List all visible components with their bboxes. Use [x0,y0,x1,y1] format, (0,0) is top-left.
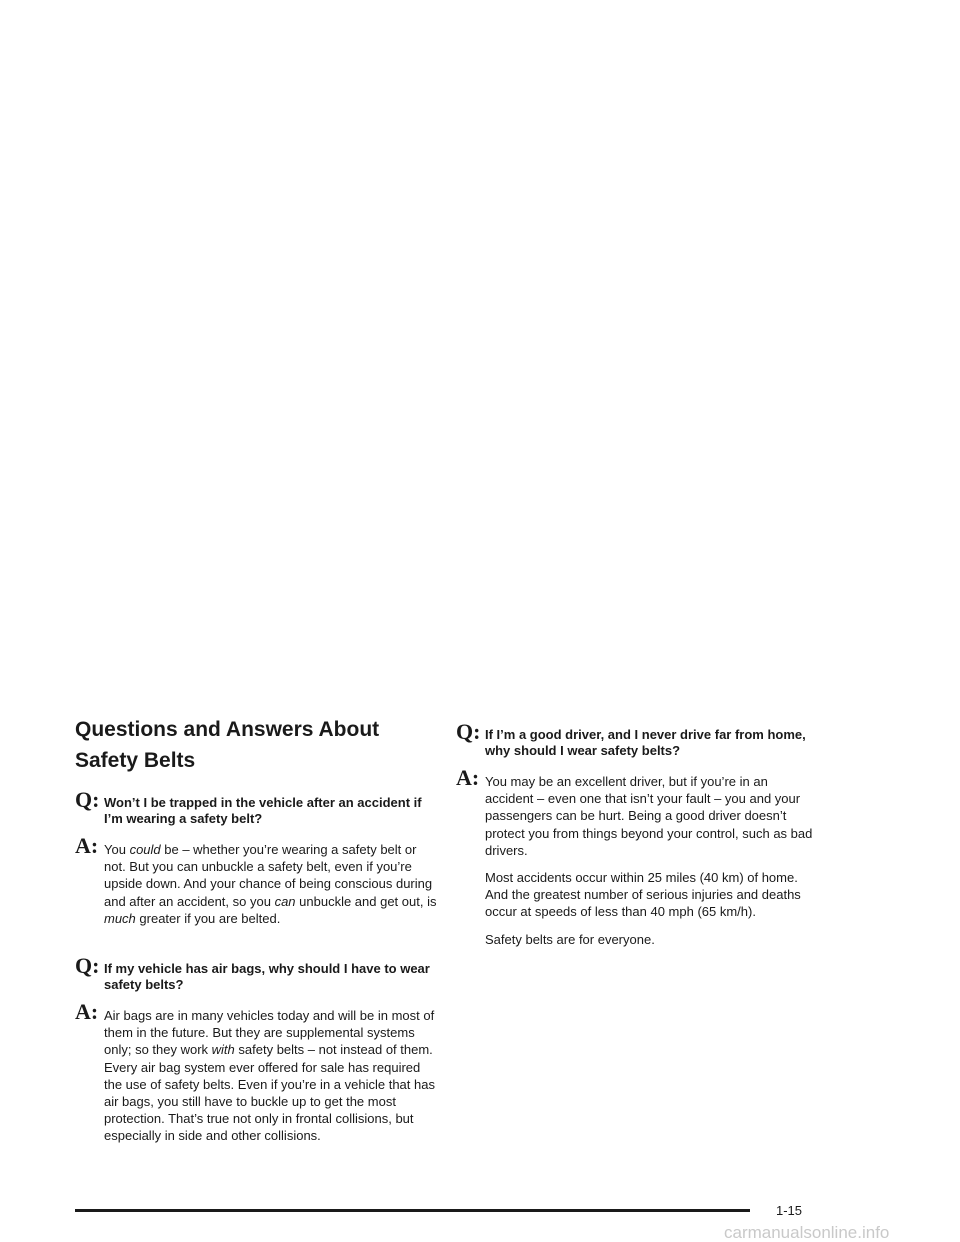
question-text: Won’t I be trapped in the vehicle after an accident if I’m wearing a safety belt? [104,795,422,826]
watermark: carmanualsonline.info [724,1223,890,1242]
page-number: 1-15 [776,1203,803,1218]
answer-good-driver [456,767,816,948]
question-text: If I’m a good driver, and I never drive far from home, why should I wear safety belts? [485,727,806,758]
footer-rule [75,1209,750,1212]
answer-marker: A: [75,833,99,858]
section-title: Questions and Answers About Safety Belts [75,718,380,772]
qa-air-bags [75,955,437,993]
answer-air-bags [75,1001,437,1145]
answer-trapped [75,835,437,927]
question-text: If my vehicle has air bags, why should I have to wear safety belts? [104,961,430,992]
paragraph-everyone: Safety belts are for everyone. [485,931,655,947]
answer-marker: A: [456,765,480,790]
answer-text: You may be an excellent driver, but if you’re in an accident – even one that isn’t your fault – you and your passengers can be hurt. Being a good driver doesn’t protect you from things beyond your control, such as bad drivers. [485,774,813,858]
qa-trapped [75,789,437,827]
answer-marker: A: [75,999,99,1024]
question-marker: Q: [456,719,481,744]
question-marker: Q: [75,787,100,812]
paragraph-accidents: Most accidents occur within 25 miles (40 km) of home. And the greatest number of serious injuries and deaths occur at speeds of less than 40 mph (65 km/h). [485,870,801,920]
qa-good-driver [456,721,816,759]
answer-text: Air bags are in many vehicles today and will be in most of them in the future. But they are supplemental systems only; so they work with safety belts – not instead of them. Every air bag system ever offered for sale has required the use of safety belts. Even if you’re in a vehicle that has air bags, you still have to buckle up to get the most protection. That’s true not only in frontal collisions, but especially in side and other collisions. [104,1008,435,1144]
answer-text: You could be – whether you’re wearing a safety belt or not. But you can unbuckle a safety belt, even if you’re upside down. And your chance of being conscious during and after an accident, so you can unbuckle and get out, is much greater if you are belted. [104,842,437,926]
question-marker: Q: [75,953,100,978]
